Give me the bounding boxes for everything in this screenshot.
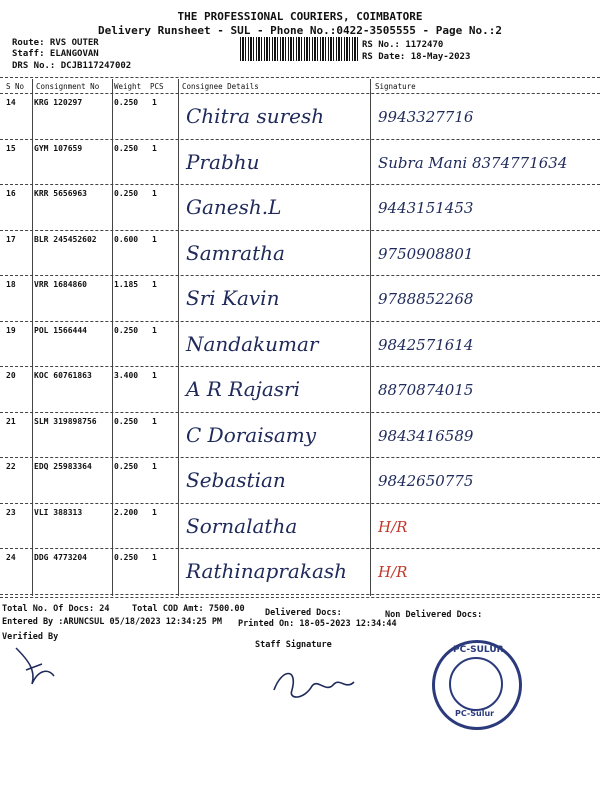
row-weight: 0.250	[114, 189, 139, 198]
row-consignee: Rathinaprakash	[186, 559, 348, 583]
rs-date: RS Date: 18-May-2023	[362, 52, 471, 62]
staff-signature-mark	[268, 660, 358, 708]
row-weight: 0.250	[114, 98, 139, 107]
row-signature: Subra Mani 8374771634	[378, 153, 568, 172]
row-sno: 21	[6, 416, 16, 426]
row-weight: 0.250	[114, 325, 139, 335]
stamp-text-top: PC-SULUR	[453, 645, 504, 655]
verified-by: Verified By	[2, 632, 59, 642]
row-sno: 14	[6, 98, 16, 107]
table-row	[0, 549, 600, 594]
row-signature: 9943327716	[378, 108, 474, 126]
total-docs: Total No. Of Docs: 24	[2, 604, 110, 614]
row-pcs: 1	[152, 234, 157, 244]
row-pcs: 1	[152, 325, 157, 335]
row-pcs: 1	[152, 371, 157, 380]
row-signature: 9443151453	[378, 199, 474, 217]
row-consignment: GYM 107659	[34, 143, 83, 153]
row-consignee: Sebastian	[186, 468, 286, 492]
table-row	[0, 276, 600, 321]
col-pcs: PCS	[150, 82, 164, 91]
row-consignee: Prabhu	[186, 149, 260, 174]
row-weight: 3.400	[114, 371, 139, 380]
row-consignment: DDG 4773204	[34, 553, 87, 562]
row-pcs: 1	[152, 507, 157, 517]
table-row	[0, 322, 600, 367]
row-consignee: Chitra suresh	[186, 104, 325, 128]
table-row	[0, 94, 600, 139]
footer-rule	[0, 597, 600, 598]
row-weight: 0.250	[114, 416, 139, 426]
table-row	[0, 367, 600, 412]
row-sno: 15	[6, 143, 16, 153]
row-consignment: POL 1566444	[34, 325, 87, 335]
table-header	[0, 79, 600, 93]
row-consignment: KOC 60761863	[34, 371, 92, 380]
row-divider	[0, 594, 600, 595]
row-signature: 9842571614	[378, 335, 474, 354]
header-rule-top	[0, 77, 600, 78]
row-weight: 0.600	[114, 234, 139, 244]
row-pcs: 1	[152, 189, 157, 198]
rs-number: RS No.: 1172470	[362, 40, 444, 50]
table-row	[0, 504, 600, 549]
col-consignee: Consignee Details	[182, 82, 259, 91]
col-consignment: Consignment No	[36, 82, 100, 91]
row-pcs: 1	[152, 280, 157, 289]
route-label: Route: RVS OUTER	[12, 38, 99, 48]
stamp-inner-ring	[449, 657, 503, 711]
printed-on: Printed On: 18-05-2023 12:34:44	[238, 619, 397, 629]
runsheet-subtitle: Delivery Runsheet - SUL - Phone No.:0422-3505555 - Page No.:2	[98, 24, 502, 37]
row-sno: 19	[6, 325, 16, 335]
row-signature: 9842650775	[378, 472, 474, 490]
row-signature: H/R	[378, 517, 408, 536]
row-consignee: A R Rajasri	[186, 377, 301, 401]
staff-signature-label: Staff Signature	[255, 640, 332, 650]
row-consignee: Nandakumar	[186, 331, 319, 356]
row-signature: 8870874015	[378, 381, 474, 399]
row-consignment: VLI 388313	[34, 507, 83, 517]
row-weight: 0.250	[114, 462, 139, 471]
drs-number: DRS No.: DCJB117247002	[12, 61, 132, 71]
table-row	[0, 185, 600, 230]
staff-label: Staff: ELANGOVAN	[12, 49, 99, 59]
row-weight: 2.200	[114, 507, 139, 517]
non-delivered-docs: Non Delivered Docs:	[385, 610, 483, 620]
col-weight: Weight	[114, 82, 142, 91]
row-sno: 20	[6, 371, 16, 380]
row-sno: 17	[6, 234, 16, 244]
row-sno: 24	[6, 553, 16, 562]
row-weight: 1.185	[114, 280, 139, 289]
table-row	[0, 458, 600, 503]
row-pcs: 1	[152, 553, 157, 562]
row-sno: 18	[6, 280, 16, 289]
verifier-signature-mark	[8, 640, 68, 690]
row-consignee: Samratha	[186, 240, 285, 265]
table-row	[0, 231, 600, 276]
row-consignment: KRG 120297	[34, 98, 83, 107]
office-stamp	[432, 640, 522, 730]
row-signature: H/R	[378, 563, 408, 581]
row-pcs: 1	[152, 98, 157, 107]
row-pcs: 1	[152, 462, 157, 471]
row-consignee: C Doraisamy	[186, 422, 317, 447]
row-consignment: VRR 1684860	[34, 280, 87, 289]
table-row	[0, 413, 600, 458]
row-signature: 9843416589	[378, 426, 474, 445]
row-consignment: KRR 5656963	[34, 189, 87, 198]
col-sno: S No	[6, 82, 25, 91]
row-consignment: EDQ 25983364	[34, 462, 92, 471]
row-pcs: 1	[152, 143, 157, 153]
row-pcs: 1	[152, 416, 157, 426]
row-sno: 22	[6, 462, 16, 471]
stamp-text-bottom: PC-Sulur	[455, 709, 495, 718]
row-consignee: Sornalatha	[186, 513, 298, 538]
total-cod: Total COD Amt: 7500.00	[132, 604, 245, 614]
row-consignee: Ganesh.L	[186, 195, 282, 219]
company-title: THE PROFESSIONAL COURIERS, COIMBATORE	[177, 10, 423, 23]
barcode	[240, 37, 360, 61]
table-row	[0, 140, 600, 185]
row-weight: 0.250	[114, 553, 139, 562]
row-weight: 0.250	[114, 143, 139, 153]
row-consignment: SLM 319898756	[34, 416, 97, 426]
delivered-docs: Delivered Docs:	[265, 608, 342, 618]
row-signature: 9750908801	[378, 244, 474, 263]
row-consignment: BLR 245452602	[34, 234, 97, 244]
col-signature: Signature	[375, 82, 416, 91]
entered-by: Entered By :ARUNCSUL 05/18/2023 12:34:25 PM	[2, 617, 223, 627]
row-sno: 23	[6, 507, 16, 517]
row-consignee: Sri Kavin	[186, 286, 280, 310]
row-signature: 9788852268	[378, 290, 474, 308]
row-sno: 16	[6, 189, 16, 198]
